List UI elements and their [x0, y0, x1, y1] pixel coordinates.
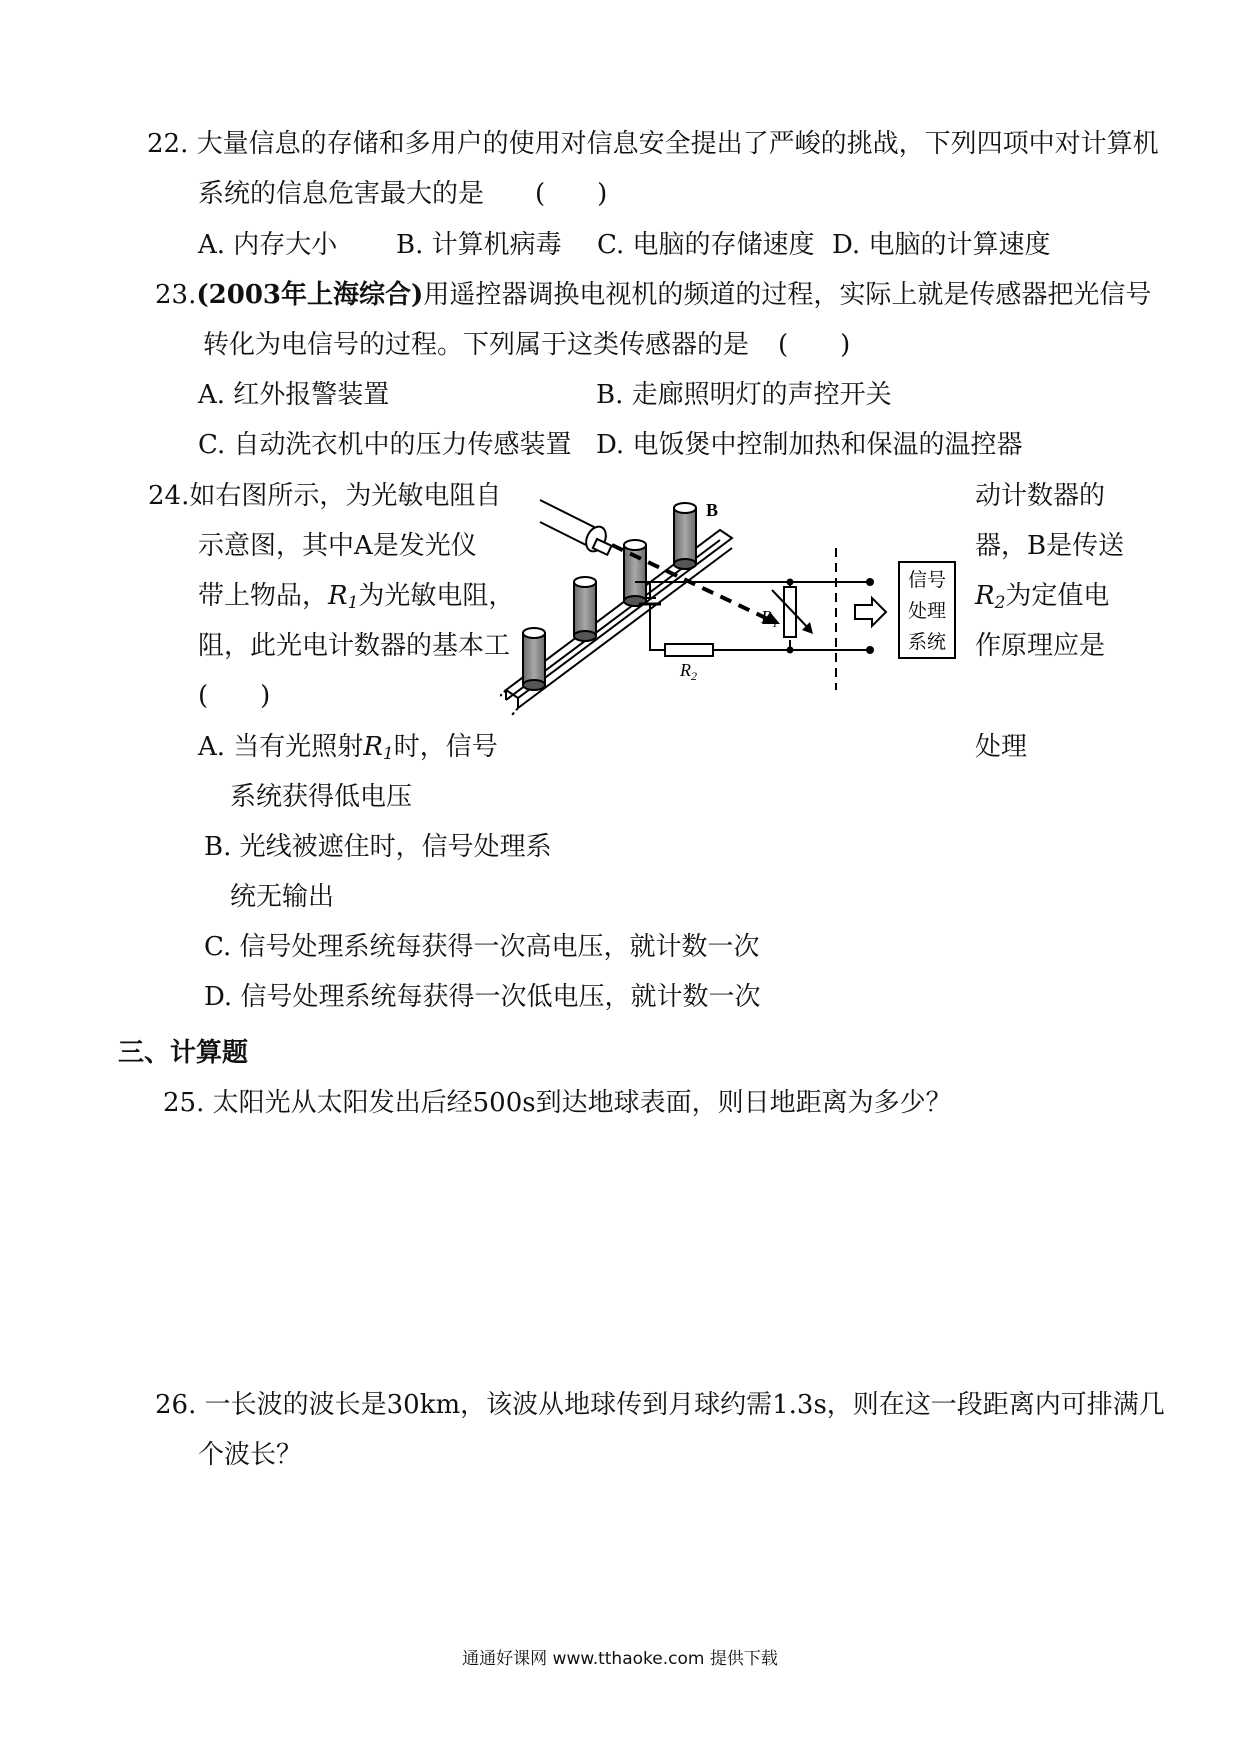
q24-line2-right: 器，B是传送 [975, 531, 1125, 561]
q24-option-c: C. 信号处理系统每获得一次高电压，就计数一次 [204, 932, 760, 962]
output-arrow-icon [855, 598, 886, 626]
q23-option-c: C. 自动洗衣机中的压力传感装置 [198, 430, 572, 460]
q24-line1-right: 动计数器的 [975, 481, 1106, 511]
q24-line1-left [148, 479, 501, 513]
output-terminal-bottom [866, 646, 874, 654]
q22-number: 22. [147, 129, 189, 159]
box-line-3: 系统 [907, 632, 947, 653]
q22-answer-paren: ( ) [535, 179, 608, 209]
q24-number: 24. [148, 481, 190, 511]
q22-line1 [147, 127, 1159, 161]
q22-text-2: 系统的信息危害最大的是 [198, 179, 485, 209]
page-footer: 通通好课网 www.tthaoke.com 提供下载 [462, 1649, 778, 1669]
q22-option-d: D. 电脑的计算速度 [832, 230, 1051, 260]
q23-option-b: B. 走廊照明灯的声控开关 [596, 380, 892, 410]
q23-number: 23. [155, 280, 197, 310]
cylinder-item-b [674, 503, 696, 569]
box-line-2: 处理 [907, 601, 947, 622]
q24-option-a-r: R [363, 732, 383, 762]
q24-option-a-text-2: 时，信号 [393, 732, 498, 762]
terminal-top [787, 579, 794, 586]
q23-source: (2003年上海综合) [196, 280, 424, 310]
q23-option-d: D. 电饭煲中控制加热和保温的温控器 [596, 430, 1023, 460]
q23-option-a: A. 红外报警装置 [198, 380, 390, 410]
q26-line1: 26. 一长波的波长是30km，该波从地球传到月球约需1.3s，则在这一段距离内可排满几 [155, 1390, 1165, 1420]
q24-option-a-line2: 系统获得低电压 [230, 782, 413, 812]
q25-text: 25. 太阳光从太阳发出后经500s到达地球表面，则日地距离为多少？ [163, 1088, 952, 1118]
q24-answer-paren: ( ) [198, 681, 271, 711]
label-r1: $R_1$ [761, 607, 778, 630]
q23-answer-paren: ( ) [778, 330, 851, 360]
label-b: B [706, 500, 719, 520]
photo-counter-diagram [500, 490, 1000, 780]
q24-text-1: 如右图所示，为光敏电阻自 [189, 481, 502, 511]
q24-text-3b: 为光敏电阻， [358, 581, 515, 611]
q24-option-a-text-1: A. 当有光照射 [198, 732, 364, 762]
q22-option-b: B. 计算机病毒 [396, 230, 562, 260]
terminal-bottom [787, 647, 794, 654]
q24-option-b-line2: 统无输出 [230, 882, 335, 912]
q23-text-2: 转化为电信号的过程。下列属于这类传感器的是 [203, 330, 750, 360]
q24-option-b-line1: B. 光线被遮住时，信号处理系 [204, 832, 552, 862]
q24-line3-left [198, 579, 514, 620]
q24-text-3c: 为定值电 [1005, 581, 1110, 611]
cylinder-item-3 [624, 540, 646, 606]
r2-subscript: 2 [994, 593, 1006, 613]
box-line-1: 信号 [907, 570, 947, 591]
cylinder-item-1 [574, 577, 596, 641]
q24-line2-left: 示意图，其中A是发光仪 [198, 531, 477, 561]
cylinder-item-2 [523, 628, 545, 690]
q22-text-1: 大量信息的存储和多用户的使用对信息安全提出了严峻的挑战，下列四项中对计算机 [196, 129, 1159, 159]
q22-line2 [198, 177, 484, 211]
r1-symbol: R [328, 581, 348, 611]
section-3-title: 三、计算题 [118, 1038, 249, 1068]
q23-text-1: 用遥控器调换电视机的频道的过程，实际上就是传感器把光信号 [423, 280, 1152, 310]
output-terminal-top [866, 578, 874, 586]
light-emitter [540, 500, 612, 555]
label-r2: $R_2$ [680, 660, 697, 683]
q24-option-a-right: 处理 [975, 732, 1028, 762]
q24-text-3a: 带上物品， [198, 581, 329, 611]
q24-option-d: D. 信号处理系统每获得一次低电压，就计数一次 [204, 982, 761, 1012]
q24-option-a-line1 [198, 730, 498, 771]
r1-subscript: 1 [347, 593, 359, 613]
q22-option-a: A. 内存大小 [198, 230, 338, 260]
r2-symbol: R [975, 581, 995, 611]
q26-line2: 个波长？ [198, 1440, 303, 1470]
q22-option-c: C. 电脑的存储速度 [597, 230, 815, 260]
q23-line1 [155, 278, 1151, 312]
q23-line2 [203, 328, 749, 362]
q24-option-a-sub: 1 [382, 744, 394, 764]
q24-line4-left: 阻，此光电计数器的基本工 [198, 631, 511, 661]
q24-line4-right: 作原理应是 [975, 631, 1106, 661]
